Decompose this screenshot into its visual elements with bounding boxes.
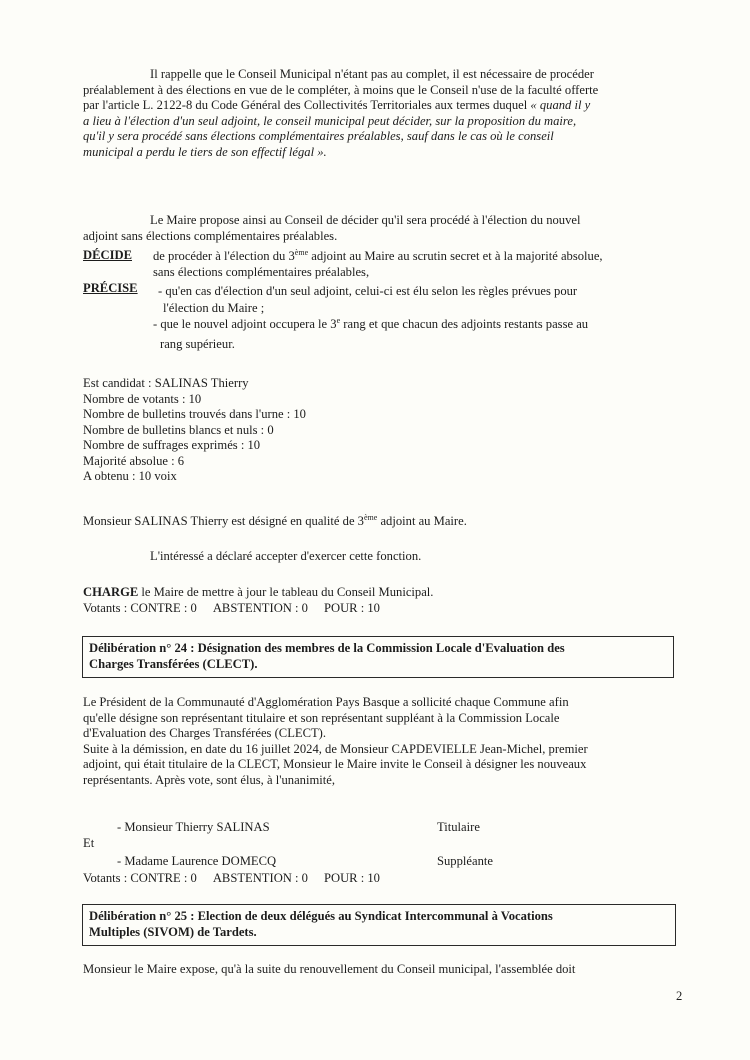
intro-line: municipal a perdu le tiers de son effectif légal ». [83,144,327,159]
designation-line: Monsieur SALINAS Thierry est désigné en qualité de 3ème adjoint au Maire. [83,513,467,528]
decide-line: sans élections complémentaires préalables, [153,264,370,279]
precise-text [153,283,588,352]
clect-line: représentants. Après vote, sont élus, à l'unanimité, [83,772,335,787]
representative-1-name: - Monsieur Thierry SALINAS [117,820,270,834]
decide-label: DÉCIDE [83,248,132,262]
result-expressed: Nombre de suffrages exprimés : 10 [83,438,261,452]
result-candidate: Est candidat : SALINAS Thierry [83,376,249,390]
decide-text [153,249,603,280]
intro-line: qu'il y sera procédé sans élections complémentaires préalables, sauf dans le cas où le conseil [83,129,554,143]
intro-paragraph [83,67,683,160]
vote-result-1: Votants : CONTRE : 0 ABSTENTION : 0 POUR : 10 [83,601,380,615]
representative-2-name: - Madame Laurence DOMECQ [117,854,277,868]
result-blank: Nombre de bulletins blancs et nuls : 0 [83,422,274,437]
precise-line: l'élection du Maire ; [163,300,265,315]
proposal-line: Le Maire propose ainsi au Conseil de décider qu'il sera procédé à l'élection du nouvel [150,213,581,227]
result-ballots: Nombre de bulletins trouvés dans l'urne : 10 [83,407,306,421]
clect-line: adjoint, qui était titulaire de la CLECT, Monsieur le Maire invite le Conseil à désigner les nouveaux [83,757,587,771]
vote-result-2: Votants : CONTRE : 0 ABSTENTION : 0 POUR : 10 [83,871,380,885]
deliberation-25-title: Multiples (SIVOM) de Tardets. [89,924,257,939]
proposal-paragraph [83,213,683,244]
sivom-paragraph: Monsieur le Maire expose, qu'à la suite du renouvellement du Conseil municipal, l'assemblée doit [83,962,576,976]
intro-line: par l'article L. 2122-8 du Code Général des Collectivités Territoriales aux termes duquel « quand il y [83,98,591,112]
acceptance-line: L'intéressé a déclaré accepter d'exercer cette fonction. [150,549,422,563]
deliberation-25-title: Délibération n° 25 : Election de deux délégués au Syndicat Intercommunal à Vocations [89,909,553,923]
clect-paragraph [83,695,588,788]
precise-line: - que le nouvel adjoint occupera le 3e rang et que chacun des adjoints restants passe au [153,316,589,331]
intro-line: Il rappelle que le Conseil Municipal n'étant pas au complet, il est nécessaire de procéder [150,67,594,81]
clect-line: qu'elle désigne son représentant titulaire et son représentant suppléant à la Commission Locale [83,710,560,725]
intro-line: préalablement à des élections en vue de le compléter, à moins que le Conseil n'use de la faculté offerte [83,82,599,97]
representative-1-role: Titulaire [437,820,480,834]
representative-2-role: Suppléante [437,854,493,868]
proposal-line: adjoint sans élections complémentaires préalables. [83,228,338,243]
deliberation-25-heading [82,904,676,946]
clect-line: d'Evaluation des Charges Transférées (CLECT). [83,726,327,740]
decide-line: de procéder à l'élection du 3ème adjoint au Maire au scrutin secret et à la majorité absolue, [153,248,603,263]
election-results [83,376,306,485]
deliberation-24-title: Délibération n° 24 : Désignation des membres de la Commission Locale d'Evaluation des [89,641,565,655]
result-obtained: A obtenu : 10 voix [83,469,177,483]
charge-label: CHARGE [83,585,139,599]
result-voters: Nombre de votants : 10 [83,391,202,406]
precise-line: rang supérieur. [160,336,235,351]
clect-line: Suite à la démission, en date du 16 juillet 2024, de Monsieur CAPDEVIELLE Jean-Michel, premier [83,741,588,756]
charge-line: CHARGE le Maire de mettre à jour le tableau du Conseil Municipal. [83,585,434,599]
precise-label: PRÉCISE [83,281,138,295]
representatives-et: Et [83,836,95,850]
deliberation-24-title: Charges Transférées (CLECT). [89,656,258,671]
page-number: 2 [676,989,683,1003]
deliberation-24-heading [82,636,674,678]
precise-line: - qu'en cas d'élection d'un seul adjoint, celui-ci est élu selon les règles prévues pour [158,284,578,298]
intro-line: a lieu à l'élection d'un seul adjoint, le conseil municipal peut décider, sur la proposition du maire, [83,113,577,128]
clect-line: Le Président de la Communauté d'Agglomération Pays Basque a sollicité chaque Commune afin [83,695,569,709]
result-majority: Majorité absolue : 6 [83,453,185,468]
